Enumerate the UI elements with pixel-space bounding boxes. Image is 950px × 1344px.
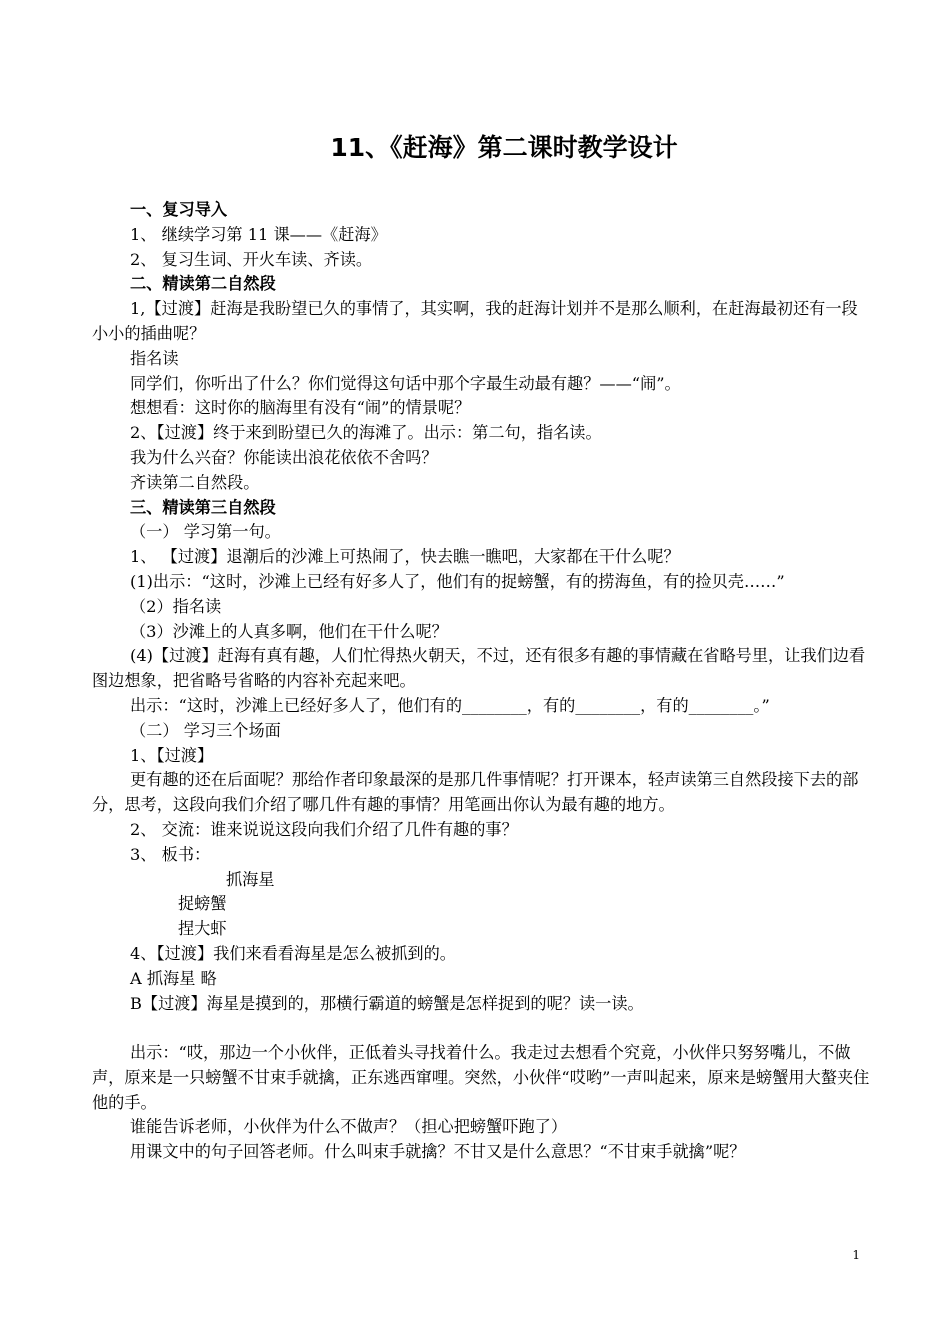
paragraph: 我为什么兴奋？你能读出浪花依依不舍吗？ xyxy=(130,447,438,467)
subsection-heading: （一） 学习第一句。 xyxy=(130,522,281,542)
section-heading-paragraph-two: 二、精读第二自然段 xyxy=(130,274,276,294)
paragraph: 用课文中的句子回答老师。什么叫束手就擒？不甘又是什么意思？“不甘束手就擒”呢？ xyxy=(130,1142,746,1162)
paragraph: 同学们，你听出了什么？你们觉得这句话中那个字最生动最有趣？——“闹”。 xyxy=(130,373,681,393)
paragraph: 2、【过渡】终于来到盼望已久的海滩了。出示：第二句，指名读。 xyxy=(130,423,602,443)
paragraph: 想想看：这时你的脑海里有没有“闹”的情景呢？ xyxy=(130,398,471,418)
paragraph: 1、 【过渡】退潮后的沙滩上可热闹了，快去瞧一瞧吧，大家都在干什么呢？ xyxy=(130,547,680,567)
paragraph: 更有趣的还在后面呢？那给作者印象最深的是那几件事情呢？打开课本，轻声读第三自然段接下去的部分，思考，这段向我们介绍了哪几件有趣的事情？用笔画出你认为最有趣的地方。 xyxy=(92,770,859,815)
subsection-heading: （二） 学习三个场面 xyxy=(130,720,281,740)
paragraph: （3）沙滩上的人真多啊，他们在干什么呢？ xyxy=(130,621,448,641)
blank-line xyxy=(92,1016,872,1041)
paragraph: 出示：“哎，那边一个小伙伴，正低着头寻找着什么。我走过去想看个究竟，小伙伴只努努嘴儿，不做声，原来是一只螃蟹不甘束手就擒，正东逃西窜哩。突然，小伙伴“哎哟”一声叫起来，原来是螃蟹用大螯夹住他的手。 xyxy=(92,1043,870,1112)
page-number: 1 xyxy=(852,1248,860,1262)
paragraph: A 抓海星 略 xyxy=(130,968,217,988)
paragraph: (4)【过渡】赶海有真有趣，人们忙得热火朝天，不过，还有很多有趣的事情藏在省略号里，让我们边看图边想象，把省略号省略的内容补充起来吧。 xyxy=(92,646,866,691)
paragraph: 2、 交流：谁来说说这段向我们介绍了几件有趣的事？ xyxy=(130,819,518,839)
paragraph: 2、 复习生词、开火车读、齐读。 xyxy=(130,249,373,269)
paragraph: 齐读第二自然段。 xyxy=(130,472,260,492)
paragraph: 1、【过渡】 xyxy=(130,745,214,765)
section-heading-paragraph-three: 三、精读第三自然段 xyxy=(130,497,276,517)
document-body xyxy=(92,198,872,1165)
paragraph: 出示：“这时，沙滩上已经好多人了，他们有的________，有的________，有的________。” xyxy=(130,695,770,715)
board-item: 捏大虾 xyxy=(178,919,227,939)
board-item: 捉螃蟹 xyxy=(178,894,227,914)
paragraph: 谁能告诉老师，小伙伴为什么不做声？（担心把螃蟹吓跑了） xyxy=(130,1117,568,1137)
paragraph: B【过渡】海星是摸到的，那横行霸道的螃蟹是怎样捉到的呢？读一读。 xyxy=(130,993,644,1013)
paragraph: 指名读 xyxy=(130,348,179,368)
paragraph: 1、 继续学习第 11 课——《赶海》 xyxy=(130,224,387,244)
paragraph: 4、【过渡】我们来看看海星是怎么被抓到的。 xyxy=(130,943,456,963)
paragraph: （2）指名读 xyxy=(130,596,222,616)
document-title: 11、《赶海》第二课时教学设计 xyxy=(330,133,678,162)
section-heading-review: 一、复习导入 xyxy=(130,200,228,219)
paragraph: (1)出示：“这时，沙滩上已经有好多人了，他们有的捉螃蟹，有的捞海鱼，有的捡贝壳……” xyxy=(130,571,785,591)
paragraph: 1,【过渡】赶海是我盼望已久的事情了，其实啊，我的赶海计划并不是那么顺利，在赶海最初还有一段小小的插曲呢？ xyxy=(92,299,858,343)
paragraph: 3、 板书： xyxy=(130,844,211,864)
board-item: 抓海星 xyxy=(226,869,275,889)
